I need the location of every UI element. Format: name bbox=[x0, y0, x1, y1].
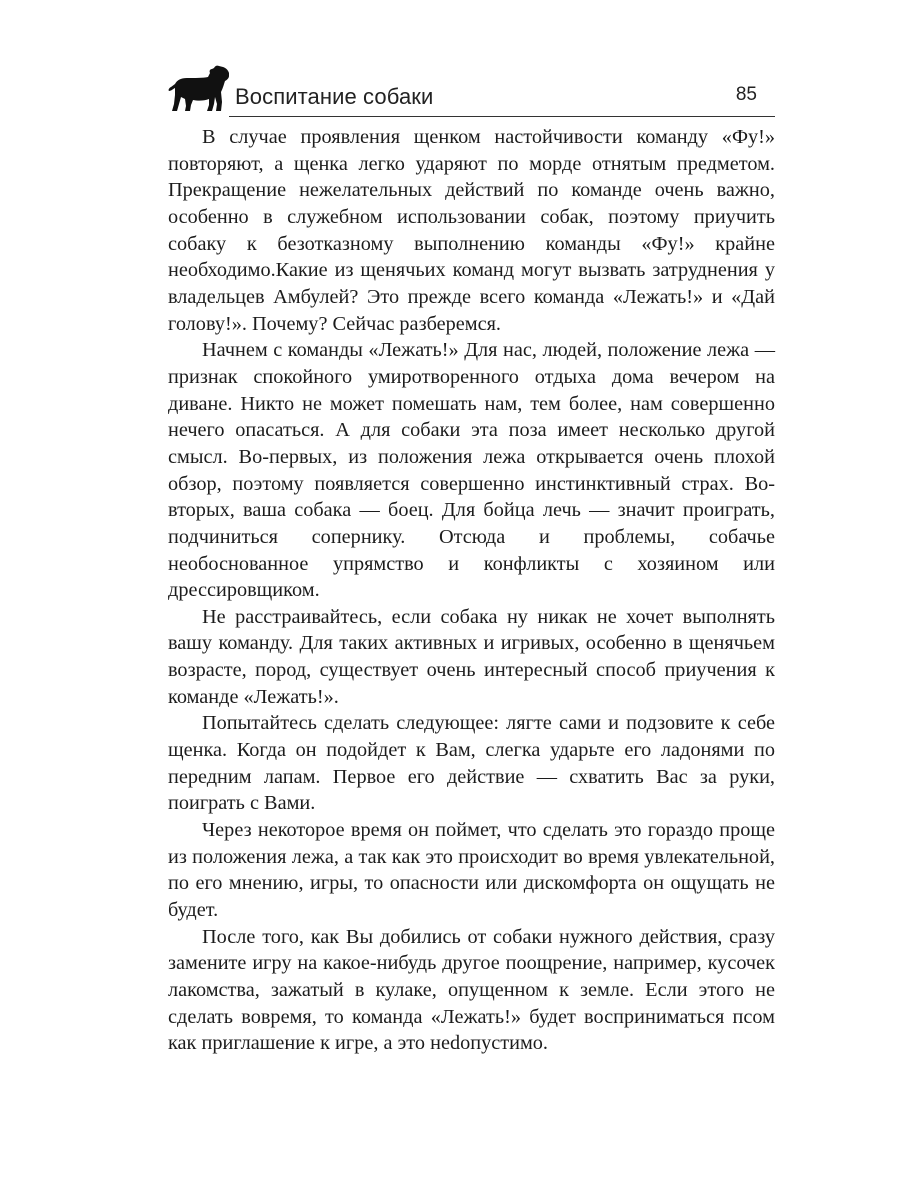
dog-silhouette-icon bbox=[167, 64, 231, 114]
paragraph: Через некоторое время он поймет, что сделать это гораздо проще из положения лежа, а так как это происходит во время увлекательной, по его мнению, игры, то опасности или дискомфорта он ощущать не будет. bbox=[168, 819, 775, 922]
paragraph: После того, как Вы добились от собаки нужного действия, сразу замените игру на какое-нибудь другое поощрение, например, кусочек лакомства, зажатый в кулаке, опущенном к земле. Если этого не сделать вовремя, то команда «Лежать!» будет восприниматься псом как приглашение к игре, а это неdопустимо. bbox=[168, 925, 775, 1055]
page-header bbox=[165, 62, 775, 118]
running-title: Воспитание собаки bbox=[235, 84, 434, 109]
paragraph: Попытайтесь сделать следующее: лягте сами и подзовите к себе щенка. Когда он подойдет к Вам, слегка ударьте его ладонями по передним лапам. Первое его действие — схватить Вас за руки, поиграть с Вами. bbox=[168, 712, 775, 815]
header-rule bbox=[229, 116, 775, 117]
body-text bbox=[168, 124, 775, 1057]
paragraph: Не расстраивайтесь, если собака ну никак не хочет выполнять вашу команду. Для таких активных и игривых, особенно в щенячьем возрасте, пород, существует очень интересный способ приучения к команде «Лежать!». bbox=[168, 605, 775, 708]
paragraph: В случае проявления щенком настойчивости команду «Фу!» повторяют, а щенка легко ударяют по морде отнятым предметом. Прекращение нежелательных действий по команде очень важно, особенно в служебном использовании собак, поэтому приучить собаку к безотказному выполнению команды «Фу!» крайне необходимо.Какие из щенячьих команд могут вызвать затруднения у владельцев Амбулей? Это прежде всего команда «Лежать!» и «Дай голову!». Почему? Сейчас разберемся. bbox=[168, 126, 775, 335]
page-number: 85 bbox=[735, 84, 757, 105]
paragraph: Начнем с команды «Лежать!» Для нас, людей, положение лежа — признак спокойного умиротворенного отдыха дома вечером на диване. Никто не может помешать нам, тем более, нам совершенно нечего опасаться. А для собаки эта поза имеет несколько другой смысл. Во-первых, из положения лежа открывается очень плохой обзор, поэтому появляется совершенно инстинктивный страх. Во-вторых, ваша собака — боец. Для бойца лечь — значит проиграть, подчиниться сопернику. Отсюда и проблемы, собачье необоснованное упрямство и конфликты с хозяином или дрессировщиком. bbox=[168, 339, 775, 602]
